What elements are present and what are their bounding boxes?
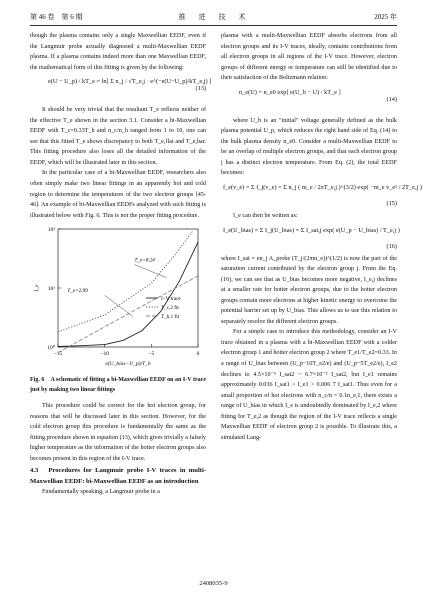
x-tick-label: −10 — [100, 351, 109, 358]
equation-body: I_e(U_bias) = Σ I_j(U_bias) = Σ I_sat,j exp( e(U_p − U_bias) / T_e,j ) — [223, 226, 400, 234]
left-column — [30, 31, 212, 498]
equation-number: (14) — [386, 95, 397, 103]
paragraph: In the particular case of a bi-Maxwellian EEDF, researchers also often simply make two linear fittings in an apparently hot and cold region to determine the temperatures of the two electron groups [45-46]. An example of bi-Maxwellian EEDFs analyzed with such fitting is illustrated below with Fig. 6. This is not the proper fitting procedure. — [30, 170, 206, 219]
equation-rhs: = ln[ Σ n_j / √T_e,j · e^(−e(U−U_p)/kT_e,j) ] — [96, 78, 212, 86]
paragraph: I_e can then be written as: — [233, 213, 298, 220]
paragraph: It should be very trivial that the resultant T_e reflects neither of the effective T_e shown in the section 3.1. Consider a bi-Maxwellian EEDF with T_c=0.33T_h and n_c/n_h ranged from 1 to 10, one can see that this fitted T_e shows discrepancy to both T_e,flat and T_e,bar. This fitting procedure also loses all the detailed information of the EEDF, which will be illustrated later in this section. — [30, 107, 206, 166]
figure-6 — [30, 221, 206, 373]
y-tick-label: 10² — [47, 227, 55, 234]
legend-label: T_c,2 fit — [161, 305, 179, 312]
paragraph: This procedure could be correct for the hot electron group, for reasons that will be discussed later in this section. However, for the cold electron group this procedure is fundamentally the same as the fitting procedure shown in equation (13), which gives trivially a falsely higher temperature as the information of the hotter electron groups also becomes present in this region of the I-V trace. — [30, 403, 206, 462]
annotation-label: T_e=8.24 — [134, 257, 155, 264]
chart-svg — [30, 221, 206, 373]
equation-16 — [221, 222, 400, 254]
y-axis-label: I_e — [34, 284, 40, 292]
right-column — [221, 31, 422, 443]
journal-year: 2025 年 — [374, 13, 397, 21]
page-footer: 2408035-9 — [199, 580, 228, 587]
paragraph: though the plasma contains only a single Maxwellian EEDF, even if the Langmuir probe actually diagnosed a multi-Maxwellian EEDF plasma. If a plasma contains indeed more than one Maxwellian EEDF, the mathematical form of this fitting is given by the following: — [30, 33, 206, 71]
annotation-arrow — [135, 265, 167, 278]
paragraph: where U_b is an "initial" voltage generally defined as the bulk plasma potential U_p, which reduces the right hand side of Eq. (14) to the bulk plasma density n_e0. Consider a multi-Maxwellian EEDF to be an overlap of multiple electron groups, and that each electron group j has a distinct electron temperature. From Eq. (2), the total EEDF becomes: — [221, 117, 397, 177]
x-tick-label: −5 — [148, 351, 155, 358]
legend-label: T_h,1 fit — [161, 314, 180, 321]
annotation-label: T_e=2.99 — [67, 288, 88, 295]
equation-15 — [221, 179, 422, 211]
series-line — [58, 242, 198, 346]
x-tick-label: −15 — [53, 351, 63, 358]
paragraph: Fundamentally speaking, a Langmuir probe in a — [42, 489, 160, 496]
y-tick-label: 10⁰ — [47, 345, 55, 352]
journal-title: 推 进 技 术 — [178, 13, 249, 21]
equation-number: (15) — [386, 200, 397, 208]
equation-body: f_e(v_e) = Σ f_j(v_e) = Σ n_j ( m_e / 2πT_e,j )^(3/2) exp( −m_e v_e² / 2T_e,j ) — [223, 184, 422, 192]
section-heading: 4.3 Procedures for Langmuir probe I-V traces in multi-Maxwellian EEDF: bi-Maxwellian EEDF as an introduction — [30, 467, 206, 485]
equation-number: (16) — [386, 242, 397, 250]
journal-volume: 第 46 卷 第 6 期 — [30, 13, 83, 21]
page-header — [30, 12, 397, 24]
equation-number: (13) — [195, 85, 206, 93]
equation-body: n_e(U) = n_e0 exp[ e(U_b − U) / kT_e ] — [239, 88, 341, 96]
paragraph: For a simple case to introduce this methodology, consider an I-V trace obtained in a plasma with a bi-Maxwellian EEDF with a colder electron group 1 and hotter electron group 2 where T_e1/T_e2=0.33. In a range of U_bias between (U_p−10T_e2/e) and (U_p−5T_e2/e), I_e2 declines to 4.5×10⁻³ I_sat2 ~ 6.7×10⁻³ I_sat2, but I_e1 remains approximately 0.036 I_sat1 > I_e1 > 0.006 7 I_sat1. Thus even for a small proportion of hot electrons with n_c/n = 0.1n_e,1, there exists a range of U_bias in which I_e is undoubtedly dominated by I_e,2 where fitting for T_e,2 as though the region of the I-V trace reflects a single Maxwellian EEDF of electron group 2 is possible. To illustrate this, a simulated Lang- — [221, 329, 397, 441]
equation-13 — [30, 73, 212, 105]
header-rule — [30, 25, 397, 26]
figure-caption: Fig. 6 A schematic of fitting a bi-Maxwellian EEDF on an I-V trace just by making two linear fittings — [30, 377, 206, 394]
x-tick-label: 0 — [196, 351, 200, 358]
equation-14 — [221, 84, 397, 116]
equation-lhs: e(U − U_p) / kT_e — [48, 78, 95, 86]
legend-label: I−V trace — [161, 296, 181, 303]
x-axis-label: e(U_bias−U_p)/T_h — [105, 361, 151, 368]
y-tick-label: 10¹ — [47, 286, 55, 293]
paragraph: plasma with a multi-Maxwellian EEDF absorbs electrons from all electron groups and its I-V traces, ideally, contains contributions from all electron groups in all regions of the I-V trace. However, electron groups of different energy or temperature can still be identified due to their satisfaction of the Boltzmann relation: — [221, 33, 397, 82]
paragraph: where I_sat = en_j A_probe (T_j/(2πm_e))^(1/2) is now the part of the saturation current contributed by the electron group j. From the Eq. (16), we can see that as U_bias becomes more negative, I_e,j declines at a smaller rate for hotter electron groups, due to the hotter electron groups contain more electrons at higher kinetic energy to overcome the potential barrier set up by U_bias. This allows us to use this relation to separately resolve the different electron groups. — [221, 255, 397, 325]
